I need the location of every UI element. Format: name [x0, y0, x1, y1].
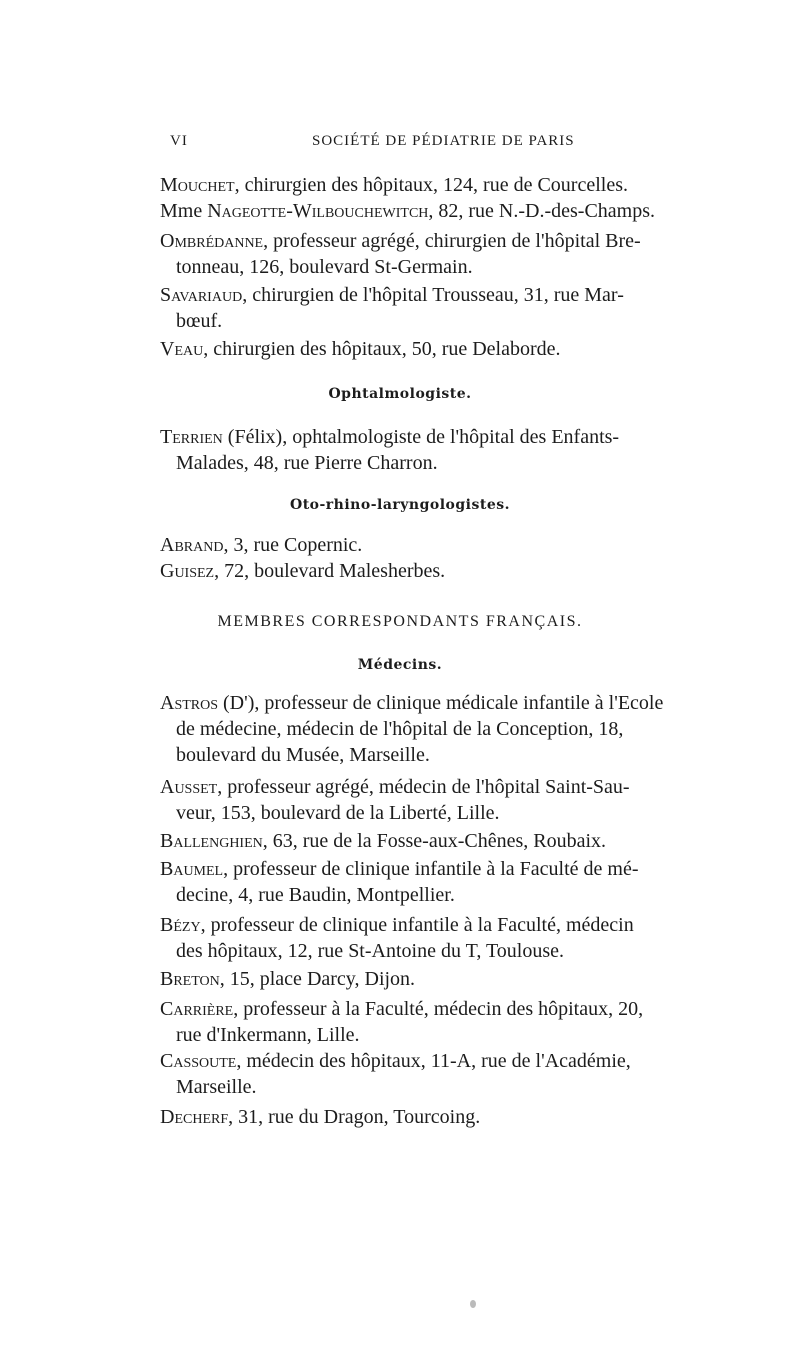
entry-name: Ombrédanne — [160, 230, 264, 252]
entry-cassoute: Cassoute, médecin des hôpitaux, 11-A, rue de l'Académie, Marseille. — [160, 1050, 631, 1098]
entry-carriere: Carrière, professeur à la Faculté, médecin des hôpitaux, 20, rue d'Inkermann, Lille. — [160, 998, 644, 1046]
entry-name: Abrand — [160, 534, 224, 556]
paper-speck — [470, 1300, 476, 1308]
heading-oto-rhino-laryngologistes: Oto-rhino-laryngologistes. — [290, 497, 510, 513]
entry-name: Nageotte-Wilbouchewitch — [207, 200, 429, 222]
entry-name: Astros — [160, 692, 219, 714]
entry-mouchet: Mouchet, chirurgien des hôpitaux, 124, rue de Courcelles. — [160, 174, 628, 196]
entry-ausset: Ausset, professeur agrégé, médecin de l'hôpital Saint-Sau- veur, 153, boulevard de la Liberté, Lille. — [160, 776, 630, 824]
entry-name: Mouchet — [160, 174, 235, 196]
entry-ombredanne: Ombrédanne, professeur agrégé, chirurgien de l'hôpital Bre- tonneau, 126, boulevard St-Germain. — [160, 230, 641, 278]
entry-bezy: Bézy, professeur de clinique infantile à la Faculté, médecin des hôpitaux, 12, rue St-Antoine du T, Toulouse. — [160, 914, 634, 962]
entry-name: Terrien — [160, 426, 223, 448]
page-header — [170, 133, 600, 155]
heading-ophtalmologiste: Ophtalmologiste. — [328, 386, 472, 402]
entry-ballenghien: Ballenghien, 63, rue de la Fosse-aux-Chênes, Roubaix. — [160, 830, 607, 852]
heading-medecins: Médecins. — [357, 657, 443, 673]
running-title: SOCIÉTÉ DE PÉDIATRIE DE PARIS — [312, 133, 575, 149]
entry-baumel: Baumel, professeur de clinique infantile à la Faculté de mé- decine, 4, rue Baudin, Montpellier. — [160, 858, 639, 906]
entry-terrien: Terrien (Félix), ophtalmologiste de l'hôpital des Enfants- Malades, 48, rue Pierre Charron. — [160, 426, 620, 474]
entry-name: Savariaud — [160, 284, 243, 306]
entry-veau: Veau, chirurgien des hôpitaux, 50, rue Delaborde. — [160, 338, 561, 360]
entry-name: Baumel — [160, 858, 224, 880]
entry-name: Breton — [160, 968, 220, 990]
entry-name: Bézy — [160, 914, 201, 936]
entry-breton: Breton, 15, place Darcy, Dijon. — [160, 968, 416, 990]
entry-name: Ballenghien — [160, 830, 263, 852]
section-title: MEMBRES CORRESPONDANTS FRANÇAIS. — [217, 613, 583, 630]
entry-name: Veau — [160, 338, 204, 360]
entry-name: Guisez — [160, 560, 215, 582]
entry-name: Decherf — [160, 1106, 229, 1128]
entry-name: Ausset — [160, 776, 218, 798]
entry-abrand: Abrand, 3, rue Copernic. — [160, 534, 363, 556]
entry-savariaud: Savariaud, chirurgien de l'hôpital Trousseau, 31, rue Mar- bœuf. — [160, 284, 624, 332]
entry-guisez: Guisez, 72, boulevard Malesherbes. — [160, 560, 446, 582]
page-number: VI — [170, 133, 188, 149]
entry-name: Carrière — [160, 998, 234, 1020]
entry-name: Cassoute — [160, 1050, 237, 1072]
entry-nageotte: Mme Nageotte-Wilbouchewitch, 82, rue N.-D.-des-Champs. — [160, 200, 656, 222]
entry-decherf: Decherf, 31, rue du Dragon, Tourcoing. — [160, 1106, 481, 1128]
entry-astros: Astros (D'), professeur de clinique médicale infantile à l'Ecole de médecine, médecin de l'hôpital de la Conception, 18, boulevard du Musée, Marseille. — [160, 692, 664, 766]
